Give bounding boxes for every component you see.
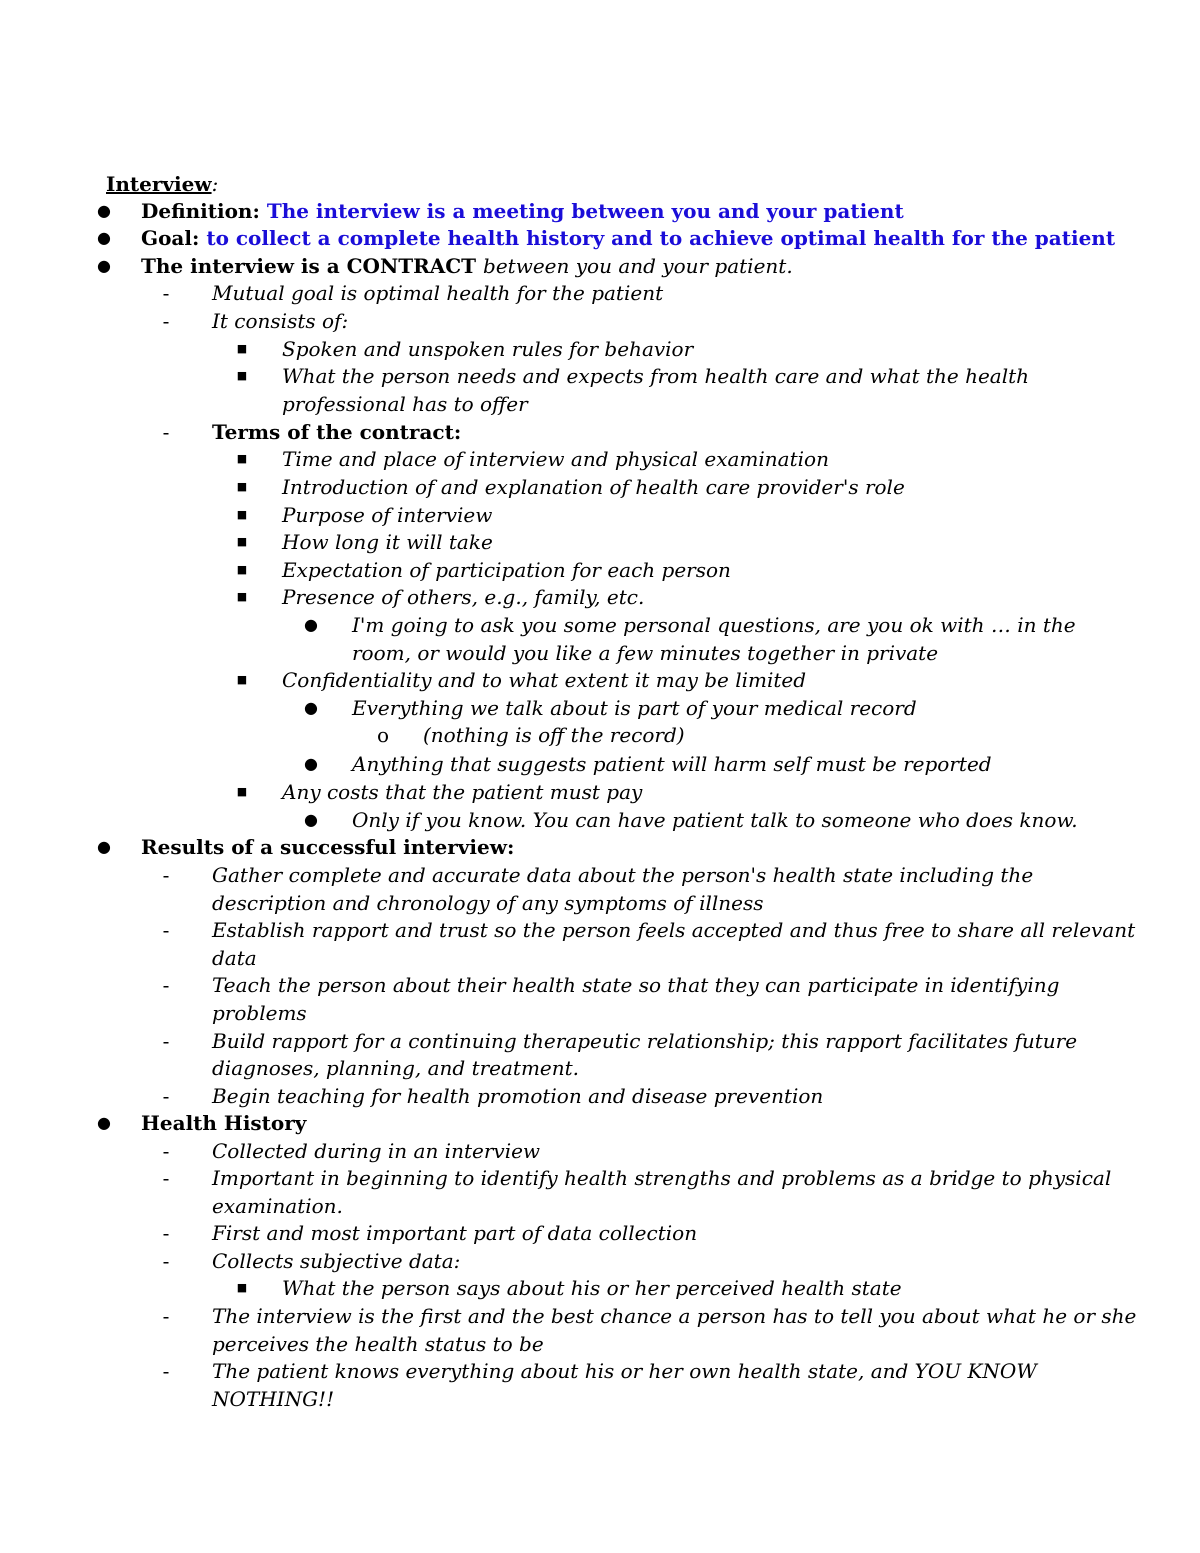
outline-item-text: Collected during in an interview	[212, 1139, 541, 1163]
bullet-dot-icon: ●	[304, 754, 318, 773]
outline-item-text: between you and your patient.	[483, 254, 793, 278]
outline-item	[212, 418, 461, 446]
bullet-dash-icon: -	[162, 1249, 170, 1273]
bullet-square-icon: ■	[236, 508, 248, 521]
outline-item-text: perceives the health status to be	[212, 1332, 544, 1356]
outline-item	[212, 1385, 334, 1413]
outline-item	[141, 1109, 306, 1137]
outline-item-text: Time and place of interview and physical examination	[282, 447, 829, 471]
outline-item-text: Introduction of and explanation of health care provider's role	[282, 475, 905, 499]
bullet-square-icon: ■	[236, 480, 248, 493]
bullet-dash-icon: -	[162, 973, 170, 997]
outline-item	[212, 999, 307, 1027]
outline-item-text: The interview is a meeting between you and your patient	[266, 199, 904, 223]
bullet-dot-icon: ●	[304, 615, 318, 634]
bullet-dash-icon: -	[162, 1029, 170, 1053]
outline-item-text: Important in beginning to identify health strengths and problems as a bridge to physical	[212, 1166, 1112, 1190]
page-title	[106, 170, 218, 198]
outline-item-text: Terms of the contract:	[212, 420, 462, 444]
outline-item	[212, 944, 257, 972]
outline-item-text: diagnoses, planning, and treatment.	[212, 1056, 580, 1080]
bullet-dash-icon: -	[162, 1166, 170, 1190]
bullet-dash-icon: -	[162, 1221, 170, 1245]
bullet-dot-icon: ●	[97, 201, 111, 220]
outline-item-text: Everything we talk about is part of your medical record	[352, 696, 917, 720]
outline-item-text: Anything that suggests patient will harm self must be reported	[352, 752, 992, 776]
bullet-square-icon: ■	[236, 590, 248, 603]
outline-item	[282, 583, 644, 611]
outline-item-text: Begin teaching for health promotion and disease prevention	[212, 1084, 824, 1108]
outline-item-text: Goal:	[141, 226, 207, 250]
outline-item-text: What the person needs and expects from health care and what the health	[282, 364, 1030, 388]
outline-item	[423, 721, 685, 749]
outline-item-text: What the person says about his or her perceived health state	[282, 1276, 902, 1300]
bullet-dot-icon: ●	[97, 256, 111, 275]
outline-item-text: Teach the person about their health state so that they can participate in identifying	[212, 973, 1060, 997]
bullet-dash-icon: -	[162, 863, 170, 887]
outline-item-text: Build rapport for a continuing therapeutic relationship; this rapport facilitates future	[212, 1029, 1078, 1053]
outline-item	[352, 639, 938, 667]
bullet-dash-icon: -	[162, 918, 170, 942]
outline-item-text: description and chronology of any symptoms of illness	[212, 891, 764, 915]
bullet-square-icon: ■	[236, 369, 248, 382]
outline-item	[141, 252, 793, 280]
outline-item	[212, 1192, 343, 1220]
bullet-square-icon: ■	[236, 342, 248, 355]
outline-item	[212, 1137, 540, 1165]
bullet-dash-icon: -	[162, 309, 170, 333]
outline-item-text: Establish rapport and trust so the person feels accepted and thus free to share all relevant	[212, 918, 1136, 942]
bullet-dot-icon: ●	[97, 1113, 111, 1132]
bullet-circle-icon: o	[376, 723, 390, 747]
outline-item	[212, 971, 1059, 999]
outline-item	[212, 1330, 544, 1358]
title-suffix: :	[211, 172, 219, 196]
bullet-dot-icon: ●	[97, 837, 111, 856]
outline-item	[212, 1054, 579, 1082]
outline-item-text: Results of a successful interview:	[141, 835, 515, 859]
outline-item	[352, 611, 1076, 639]
outline-item-text: Health History	[141, 1111, 307, 1135]
outline-item-text: Expectation of participation for each person	[282, 558, 731, 582]
outline-item	[212, 1082, 823, 1110]
outline-item-text: Gather complete and accurate data about the person's health state including the	[212, 863, 1034, 887]
outline-item-text: NOTHING!!	[212, 1387, 335, 1411]
outline-item-text: Collects subjective data:	[212, 1249, 461, 1273]
outline-item	[282, 1274, 902, 1302]
outline-item-text: Purpose of interview	[282, 503, 493, 527]
outline-item-text: Mutual goal is optimal health for the patient	[212, 281, 664, 305]
outline-item	[212, 307, 348, 335]
outline-item-text: Any costs that the patient must pay	[282, 780, 643, 804]
outline-item	[212, 916, 1135, 944]
outline-item-text: I'm going to ask you some personal questions, are you ok with … in the	[352, 613, 1076, 637]
outline-item-text: How long it will take	[282, 530, 493, 554]
bullet-square-icon: ■	[236, 535, 248, 548]
bullet-square-icon: ■	[236, 563, 248, 576]
bullet-dash-icon: -	[162, 1304, 170, 1328]
outline-item-text: Definition:	[141, 199, 267, 223]
outline-item	[282, 473, 905, 501]
outline-item	[282, 778, 642, 806]
outline-item-text: to collect a complete health history and to achieve optimal health for the patient	[206, 226, 1116, 250]
outline-item	[352, 806, 1078, 834]
outline-item-text: Confidentiality and to what extent it may be limited	[282, 668, 807, 692]
outline-item-text: The interview is a CONTRACT	[141, 254, 484, 278]
outline-item	[282, 501, 492, 529]
outline-item	[212, 1027, 1077, 1055]
outline-item-text: professional has to offer	[282, 392, 528, 416]
outline-item	[282, 362, 1029, 390]
outline-item	[282, 445, 829, 473]
outline-item	[212, 889, 764, 917]
outline-item	[212, 1164, 1111, 1192]
bullet-dash-icon: -	[162, 420, 170, 444]
outline-item-text: It consists of:	[212, 309, 349, 333]
bullet-square-icon: ■	[236, 785, 248, 798]
bullet-square-icon: ■	[236, 452, 248, 465]
title-text: Interview	[106, 172, 212, 196]
outline-item-text: data	[212, 946, 257, 970]
outline-item-text: examination.	[212, 1194, 343, 1218]
outline-item-text: problems	[212, 1001, 307, 1025]
outline-item	[282, 666, 806, 694]
bullet-dash-icon: -	[162, 1084, 170, 1108]
outline-item	[141, 833, 514, 861]
bullet-dot-icon: ●	[304, 698, 318, 717]
bullet-dash-icon: -	[162, 1359, 170, 1383]
outline-item	[212, 279, 663, 307]
bullet-dash-icon: -	[162, 1139, 170, 1163]
bullet-square-icon: ■	[236, 673, 248, 686]
outline-item-text: Spoken and unspoken rules for behavior	[282, 337, 694, 361]
outline-item-text: The interview is the first and the best chance a person has to tell you about what he or she	[212, 1304, 1137, 1328]
outline-item-text: First and most important part of data collection	[212, 1221, 698, 1245]
outline-item	[212, 1302, 1136, 1330]
outline-item	[282, 556, 731, 584]
outline-item	[212, 1219, 697, 1247]
outline-item	[352, 694, 917, 722]
outline-item	[282, 528, 493, 556]
outline-item	[352, 750, 992, 778]
outline-item	[212, 1357, 1037, 1385]
outline-item	[212, 861, 1033, 889]
outline-item-text: (nothing is off the record)	[423, 723, 685, 747]
outline-item	[141, 197, 904, 225]
outline-item	[282, 335, 693, 363]
outline-item-text: The patient knows everything about his or her own health state, and YOU KNOW	[212, 1359, 1037, 1383]
bullet-dot-icon: ●	[97, 228, 111, 247]
outline-item	[212, 1247, 460, 1275]
outline-item	[141, 224, 1115, 252]
outline-item-text: Presence of others, e.g., family, etc.	[282, 585, 645, 609]
bullet-dash-icon: -	[162, 281, 170, 305]
bullet-square-icon: ■	[236, 1281, 248, 1294]
outline-item-text: Only if you know. You can have patient talk to someone who does know.	[352, 808, 1078, 832]
outline-item-text: room, or would you like a few minutes together in private	[352, 641, 939, 665]
bullet-dot-icon: ●	[304, 810, 318, 829]
outline-item	[282, 390, 528, 418]
